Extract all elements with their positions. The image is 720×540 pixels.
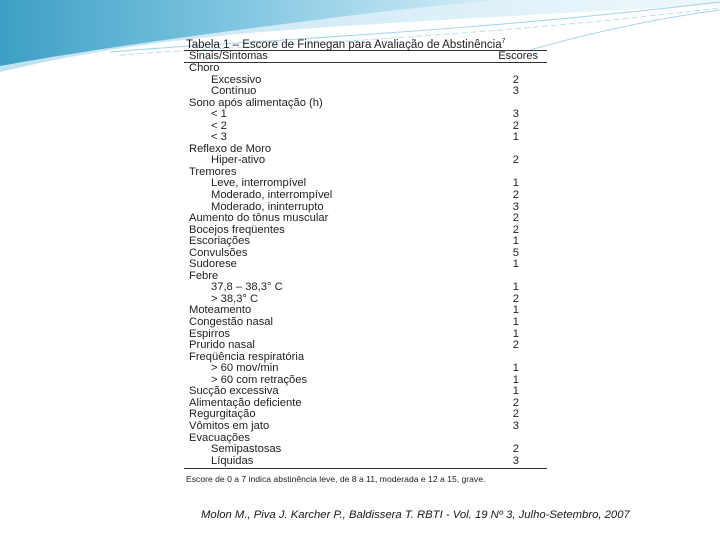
row-score: 2 [512,396,519,409]
row-score: 1 [512,177,519,190]
table-row [184,109,547,121]
row-label: > 38,3° C [211,292,259,305]
row-label: < 1 [211,108,227,121]
row-label: Sudorese [189,258,237,271]
row-label: Convulsões [189,246,248,259]
row-score [511,63,547,75]
row-label: Moderado, ininterrupto [211,200,324,213]
row-label: Semipastosas [211,443,282,456]
row-label: Bocejos freqüentes [189,223,285,236]
row-label: < 2 [211,119,227,132]
row-score: 2 [512,212,519,225]
row-score: 2 [512,189,519,202]
table-row [184,317,547,329]
row-score: 3 [512,419,519,432]
title-reference-mark: 7 [501,38,506,45]
row-score: 1 [512,304,519,317]
row-score: 3 [512,108,519,121]
row-score: 5 [512,246,519,259]
table-row [184,213,547,225]
table-title [184,33,547,51]
finnegan-score-table [184,33,547,484]
table-title-text: Tabela 1 – Escore de Finnegan para Avaliação de Abstinência [186,38,502,51]
table-row [184,456,547,468]
row-label: Moderado, interrompível [211,189,333,202]
table-row [184,248,547,260]
row-score: 2 [512,119,519,132]
row-label: Excessivo [211,73,262,86]
row-score: 2 [512,408,519,421]
row-score: 1 [512,316,519,329]
citation-text: Molon M., Piva J. Karcher P., Baldissera T. RBTI - Vol. 19 Nº 3, Julho-Setembro, 2007 [201,509,630,521]
table-footnote: Escore de 0 a 7 indica abstinência leve, de 8 a 11, moderada e 12 a 15, grave. [184,468,547,484]
row-label: Aumento do tônus muscular [189,212,329,225]
table-body [184,63,547,467]
table-header-row [184,51,547,63]
row-label: Líquidas [211,454,254,467]
row-label: Reflexo de Moro [189,142,272,155]
row-label: Leve, interrompível [211,177,307,190]
row-score: 1 [512,373,519,386]
column-header-signs: Sinais/Sintomas [189,50,268,62]
table-row [184,86,547,98]
row-label: Sono após alimentação (h) [189,96,323,109]
table-row [184,121,547,133]
row-score: 1 [512,385,519,398]
row-label: Moteamento [189,304,252,317]
row-score: 2 [512,223,519,236]
row-score: 2 [512,73,519,86]
row-label: < 3 [211,131,227,144]
row-label: 37,8 – 38,3° C [211,281,283,294]
row-score: 1 [512,281,519,294]
row-label: Hiper-ativo [211,154,266,167]
row-score: 3 [512,200,519,213]
row-label: Contínuo [211,85,257,98]
row-score: 2 [512,292,519,305]
row-score: 3 [512,454,519,467]
row-score: 1 [512,235,519,248]
row-score: 3 [512,85,519,98]
row-label: Prurido nasal [189,339,255,352]
table-row [184,98,547,110]
row-label: Alimentação deficiente [189,396,302,409]
table-row [184,421,547,433]
table-row [184,259,547,271]
row-score: 2 [512,154,519,167]
row-label: > 60 com retrações [211,373,308,386]
row-label: Choro [189,62,220,74]
row-score: 1 [512,362,519,375]
row-label: Febre [189,269,219,282]
table-row [184,63,547,75]
row-label: Evacuações [189,431,250,444]
column-header-scores: Escores [498,50,538,62]
row-label: Tremores [189,165,237,178]
row-label: Sucção excessiva [189,385,279,398]
row-score: 1 [512,131,519,144]
table-row [184,340,547,352]
row-score: 2 [512,339,519,352]
table-row [184,190,547,202]
row-label: > 60 mov/min [211,362,279,375]
table-row [184,155,547,167]
table-row [184,444,547,456]
row-score: 1 [512,327,519,340]
row-label: Freqüência respiratória [189,350,305,363]
row-score: 1 [512,258,519,271]
row-label: Vômitos em jato [189,419,270,432]
row-label: Espirros [189,327,231,340]
row-label: Escoriações [189,235,250,248]
row-label: Congestão nasal [189,316,273,329]
row-score: 2 [512,443,519,456]
row-label: Regurgitação [189,408,256,421]
